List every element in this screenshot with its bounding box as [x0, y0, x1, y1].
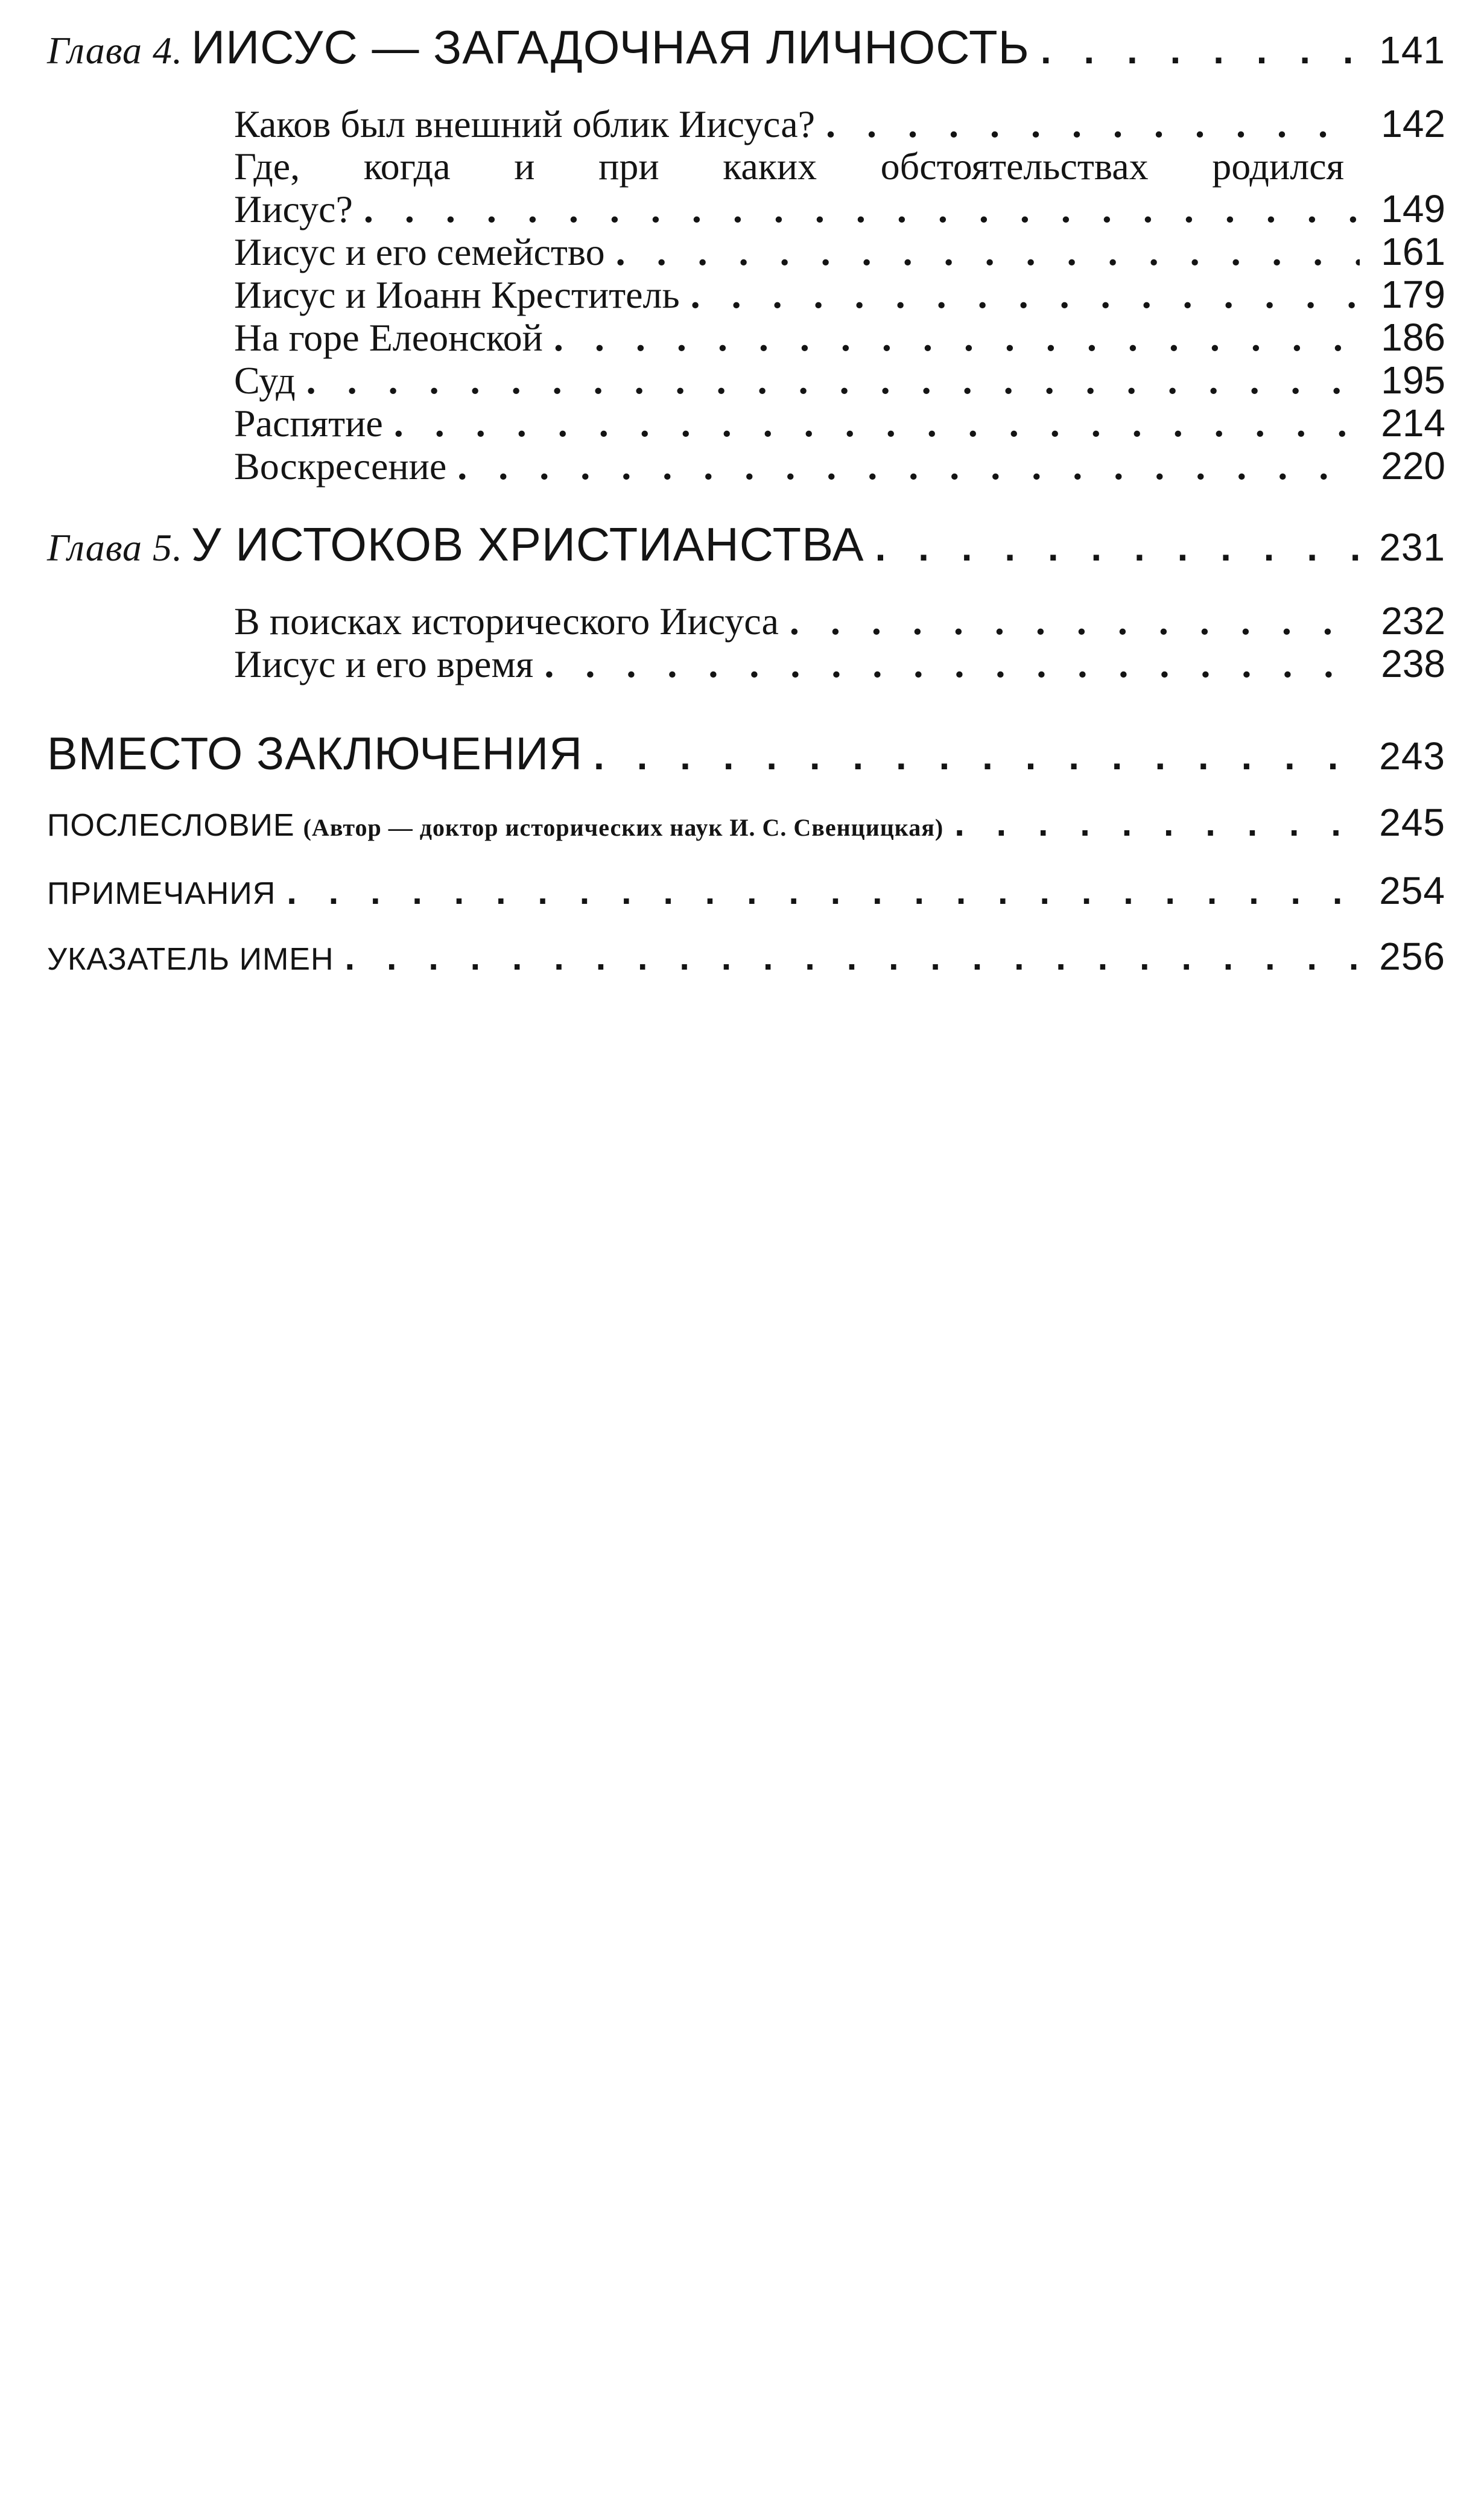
dot-leader — [790, 600, 1360, 643]
section-title: На горе Елеонской — [234, 316, 543, 359]
index-page: 256 — [1379, 935, 1445, 978]
chapter-4-title: ИИСУС — ЗАГАДОЧНАЯ ЛИЧНОСТЬ — [191, 21, 1030, 74]
table-of-contents — [47, 18, 1445, 991]
chapter-5-prefix: Глава 5. — [47, 526, 183, 569]
notes-title: ПРИМЕЧАНИЯ — [47, 876, 276, 911]
conclusion-entry — [47, 725, 1445, 785]
chapter-5-title: У ИСТОКОВ ХРИСТИАНСТВА — [191, 518, 864, 571]
section-title: В поисках исторического Иисуса — [234, 600, 779, 643]
dot-leader — [394, 402, 1360, 445]
chapter-4-entry — [47, 18, 1445, 80]
toc-section-entry — [47, 273, 1445, 316]
toc-section-entry — [47, 600, 1445, 643]
toc-section-entry — [47, 643, 1445, 685]
index-title: УКАЗАТЕЛЬ ИМЕН — [47, 942, 334, 977]
section-page: 161 — [1381, 230, 1445, 273]
section-title: Суд — [234, 359, 296, 402]
section-page: 214 — [1381, 401, 1445, 445]
section-title-line2: Иисус? — [234, 188, 353, 230]
dot-leader — [594, 727, 1360, 785]
notes-page: 254 — [1379, 869, 1445, 912]
afterword-entry — [47, 791, 1445, 859]
section-title: Иисус и его время — [234, 643, 534, 685]
dot-leader — [1041, 21, 1360, 79]
chapter-5-page: 231 — [1379, 526, 1445, 569]
section-title-line1: Где, когда и при каких обстоятельствах родился — [234, 145, 1344, 188]
toc-section-entry — [47, 402, 1445, 445]
section-title: Распятие — [234, 402, 383, 445]
dot-leader — [287, 860, 1360, 923]
dot-leader — [345, 926, 1360, 989]
section-page: 149 — [1381, 187, 1445, 230]
dot-leader — [554, 317, 1360, 359]
section-page: 232 — [1381, 599, 1445, 643]
chapter-4-prefix: Глава 4. — [47, 29, 183, 72]
toc-section-entry — [47, 316, 1445, 359]
dot-leader — [691, 274, 1360, 316]
section-page: 195 — [1381, 358, 1445, 402]
conclusion-page: 243 — [1379, 734, 1445, 778]
dot-leader — [954, 792, 1360, 855]
dot-leader — [616, 231, 1360, 273]
dot-leader — [457, 445, 1360, 488]
toc-section-entry — [47, 103, 1445, 145]
toc-section-entry — [47, 188, 1445, 230]
toc-section-entry — [47, 445, 1445, 488]
dot-leader — [364, 188, 1360, 230]
section-title: Иисус и Иоанн Креститель — [234, 273, 680, 316]
afterword-page: 245 — [1379, 801, 1445, 844]
dot-leader — [306, 360, 1360, 402]
section-page: 238 — [1381, 642, 1445, 685]
section-page: 179 — [1381, 273, 1445, 316]
afterword-heading — [47, 794, 943, 859]
section-title: Иисус и его семейство — [234, 230, 605, 273]
dot-leader — [875, 518, 1360, 576]
chapter-4-heading — [47, 18, 1030, 80]
afterword-title: ПОСЛЕСЛОВИЕ — [47, 808, 295, 843]
index-entry — [47, 925, 1445, 991]
section-page: 220 — [1381, 444, 1445, 488]
toc-section-entry — [47, 359, 1445, 402]
section-title: Каков был внешний облик Иисуса? — [234, 103, 815, 145]
dot-leader — [826, 103, 1360, 145]
section-title: Воскресение — [234, 445, 447, 488]
section-page: 142 — [1381, 102, 1445, 145]
chapter-5-entry — [47, 515, 1445, 577]
chapter-4-page: 141 — [1379, 28, 1445, 72]
section-page: 186 — [1381, 316, 1445, 359]
afterword-author-note: (Автор — доктор исторических наук И. С. Свенцицкая) — [303, 814, 944, 841]
chapter-5-heading — [47, 515, 864, 577]
dot-leader — [544, 643, 1360, 685]
notes-entry — [47, 859, 1445, 925]
toc-section-entry — [47, 230, 1445, 273]
conclusion-title: ВМЕСТО ЗАКЛЮЧЕНИЯ — [47, 728, 583, 780]
